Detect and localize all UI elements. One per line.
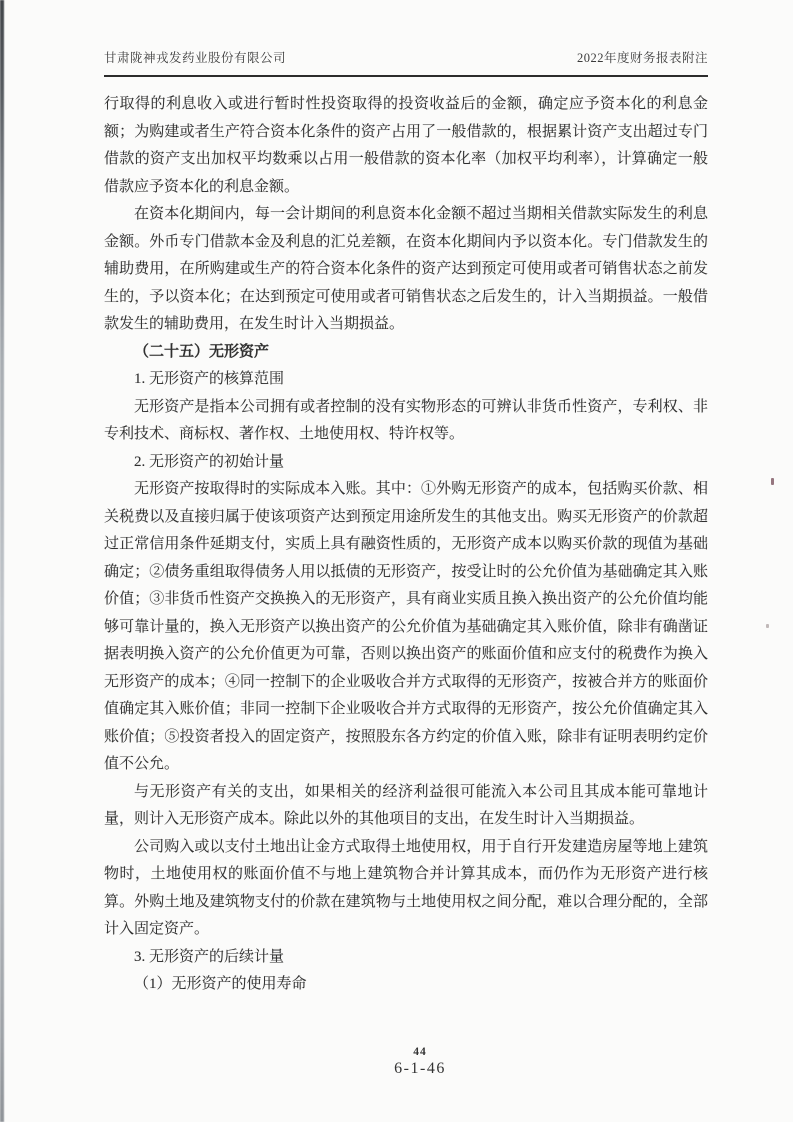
report-title: 2022年度财务报表附注 bbox=[576, 51, 708, 65]
section-heading-intangible-assets: （二十五）无形资产 bbox=[134, 343, 270, 360]
page-code: 6-1-46 bbox=[394, 1060, 446, 1077]
company-name: 甘肃陇神戎发药业股份有限公司 bbox=[104, 51, 287, 65]
subsection-heading-1-1: （1）无形资产的使用寿命 bbox=[134, 976, 307, 992]
subsection-heading-2: 2. 无形资产的初始计量 bbox=[134, 453, 285, 470]
scan-speck bbox=[766, 624, 769, 628]
page-header bbox=[104, 48, 708, 77]
paragraph: 无形资产按取得时的实际成本入账。其中：①外购无形资产的成本，包括购买价款、相关税费以及直接归属于使该项资产达到预定用途所发生的其他支出。购买无形资产的价款超过正常信用条件延期支付，实质上具有融资性质的，无形资产成本以购买价款的现值为基础确定；②债务重组取得债务人用以抵债的无形资产，按受让时的公允价值为基础确定其入账价值；③非货币性资产交换换入的无形资产，具有商业实质且换入换出资产的公允价值均能够可靠计量的，换入无形资产以换出资产的公允价值为基础确定其入账价值，除非有确凿证据表明换入资产的公允价值更为可靠，否则以换出资产的账面价值和应支付的税费作为换入无形资产的成本；④同一控制下的企业吸收合并方式取得的无形资产，按被合并方的账面价值确定其入账价值；非同一控制下企业吸收合并方式取得的无形资产，按公允价值确定其入账价值；⑤投资者投入的固定资产，按照股东各方约定的价值入账，除非有证明表明约定价值不公允。 bbox=[104, 481, 708, 772]
document-body bbox=[104, 91, 708, 999]
paragraph: 无形资产是指本公司拥有或者控制的没有实物形态的可辨认非货币性资产，专利权、非专利技术、商标权、著作权、土地使用权、特许权等。 bbox=[104, 398, 708, 442]
page-footer bbox=[118, 1045, 722, 1078]
scan-speck bbox=[771, 478, 774, 485]
paragraph: 公司购入或以支付土地出让金方式取得土地使用权，用于自行开发建造房屋等地上建筑物时，土地使用权的账面价值不与地上建筑物合并计算其成本，而仍作为无形资产进行核算。外购土地及建筑物支付的价款在建筑物与土地使用权之间分配，难以合理分配的，全部计入固定资产。 bbox=[104, 838, 708, 937]
subsection-heading-1: 1. 无形资产的核算范围 bbox=[134, 371, 285, 387]
paragraph: 与无形资产有关的支出，如果相关的经济利益很可能流入本公司且其成本能可靠地计量，则计入无形资产成本。除此以外的其他项目的支出，在发生时计入当期损益。 bbox=[104, 783, 708, 827]
subsection-heading-3: 3. 无形资产的后续计量 bbox=[134, 948, 285, 965]
scan-edge-artifact bbox=[0, 0, 4, 1122]
paragraph: 在资本化期间内，每一会计期间的利息资本化金额不超过当期相关借款实际发生的利息金额。外币专门借款本金及利息的汇兑差额，在资本化期间内予以资本化。专门借款发生的辅助费用，在所购建或生产的符合资本化条件的资产达到预定可使用或者可销售状态之前发生的，予以资本化；在达到预定可使用或者可销售状态之后发生的，计入当期损益。一般借款发生的辅助费用，在发生时计入当期损益。 bbox=[104, 206, 708, 332]
page-number: 44 bbox=[413, 1046, 427, 1058]
continuation-paragraph: 行取得的利息收入或进行暂时性投资取得的投资收益后的金额，确定应予资本化的利息金额；为购建或者生产符合资本化条件的资产占用了一般借款的，根据累计资产支出超过专门借款的资产支出加权平均数乘以占用一般借款的资本化率（加权平均利率），计算确定一般借款应予资本化的利息金额。 bbox=[104, 96, 708, 195]
